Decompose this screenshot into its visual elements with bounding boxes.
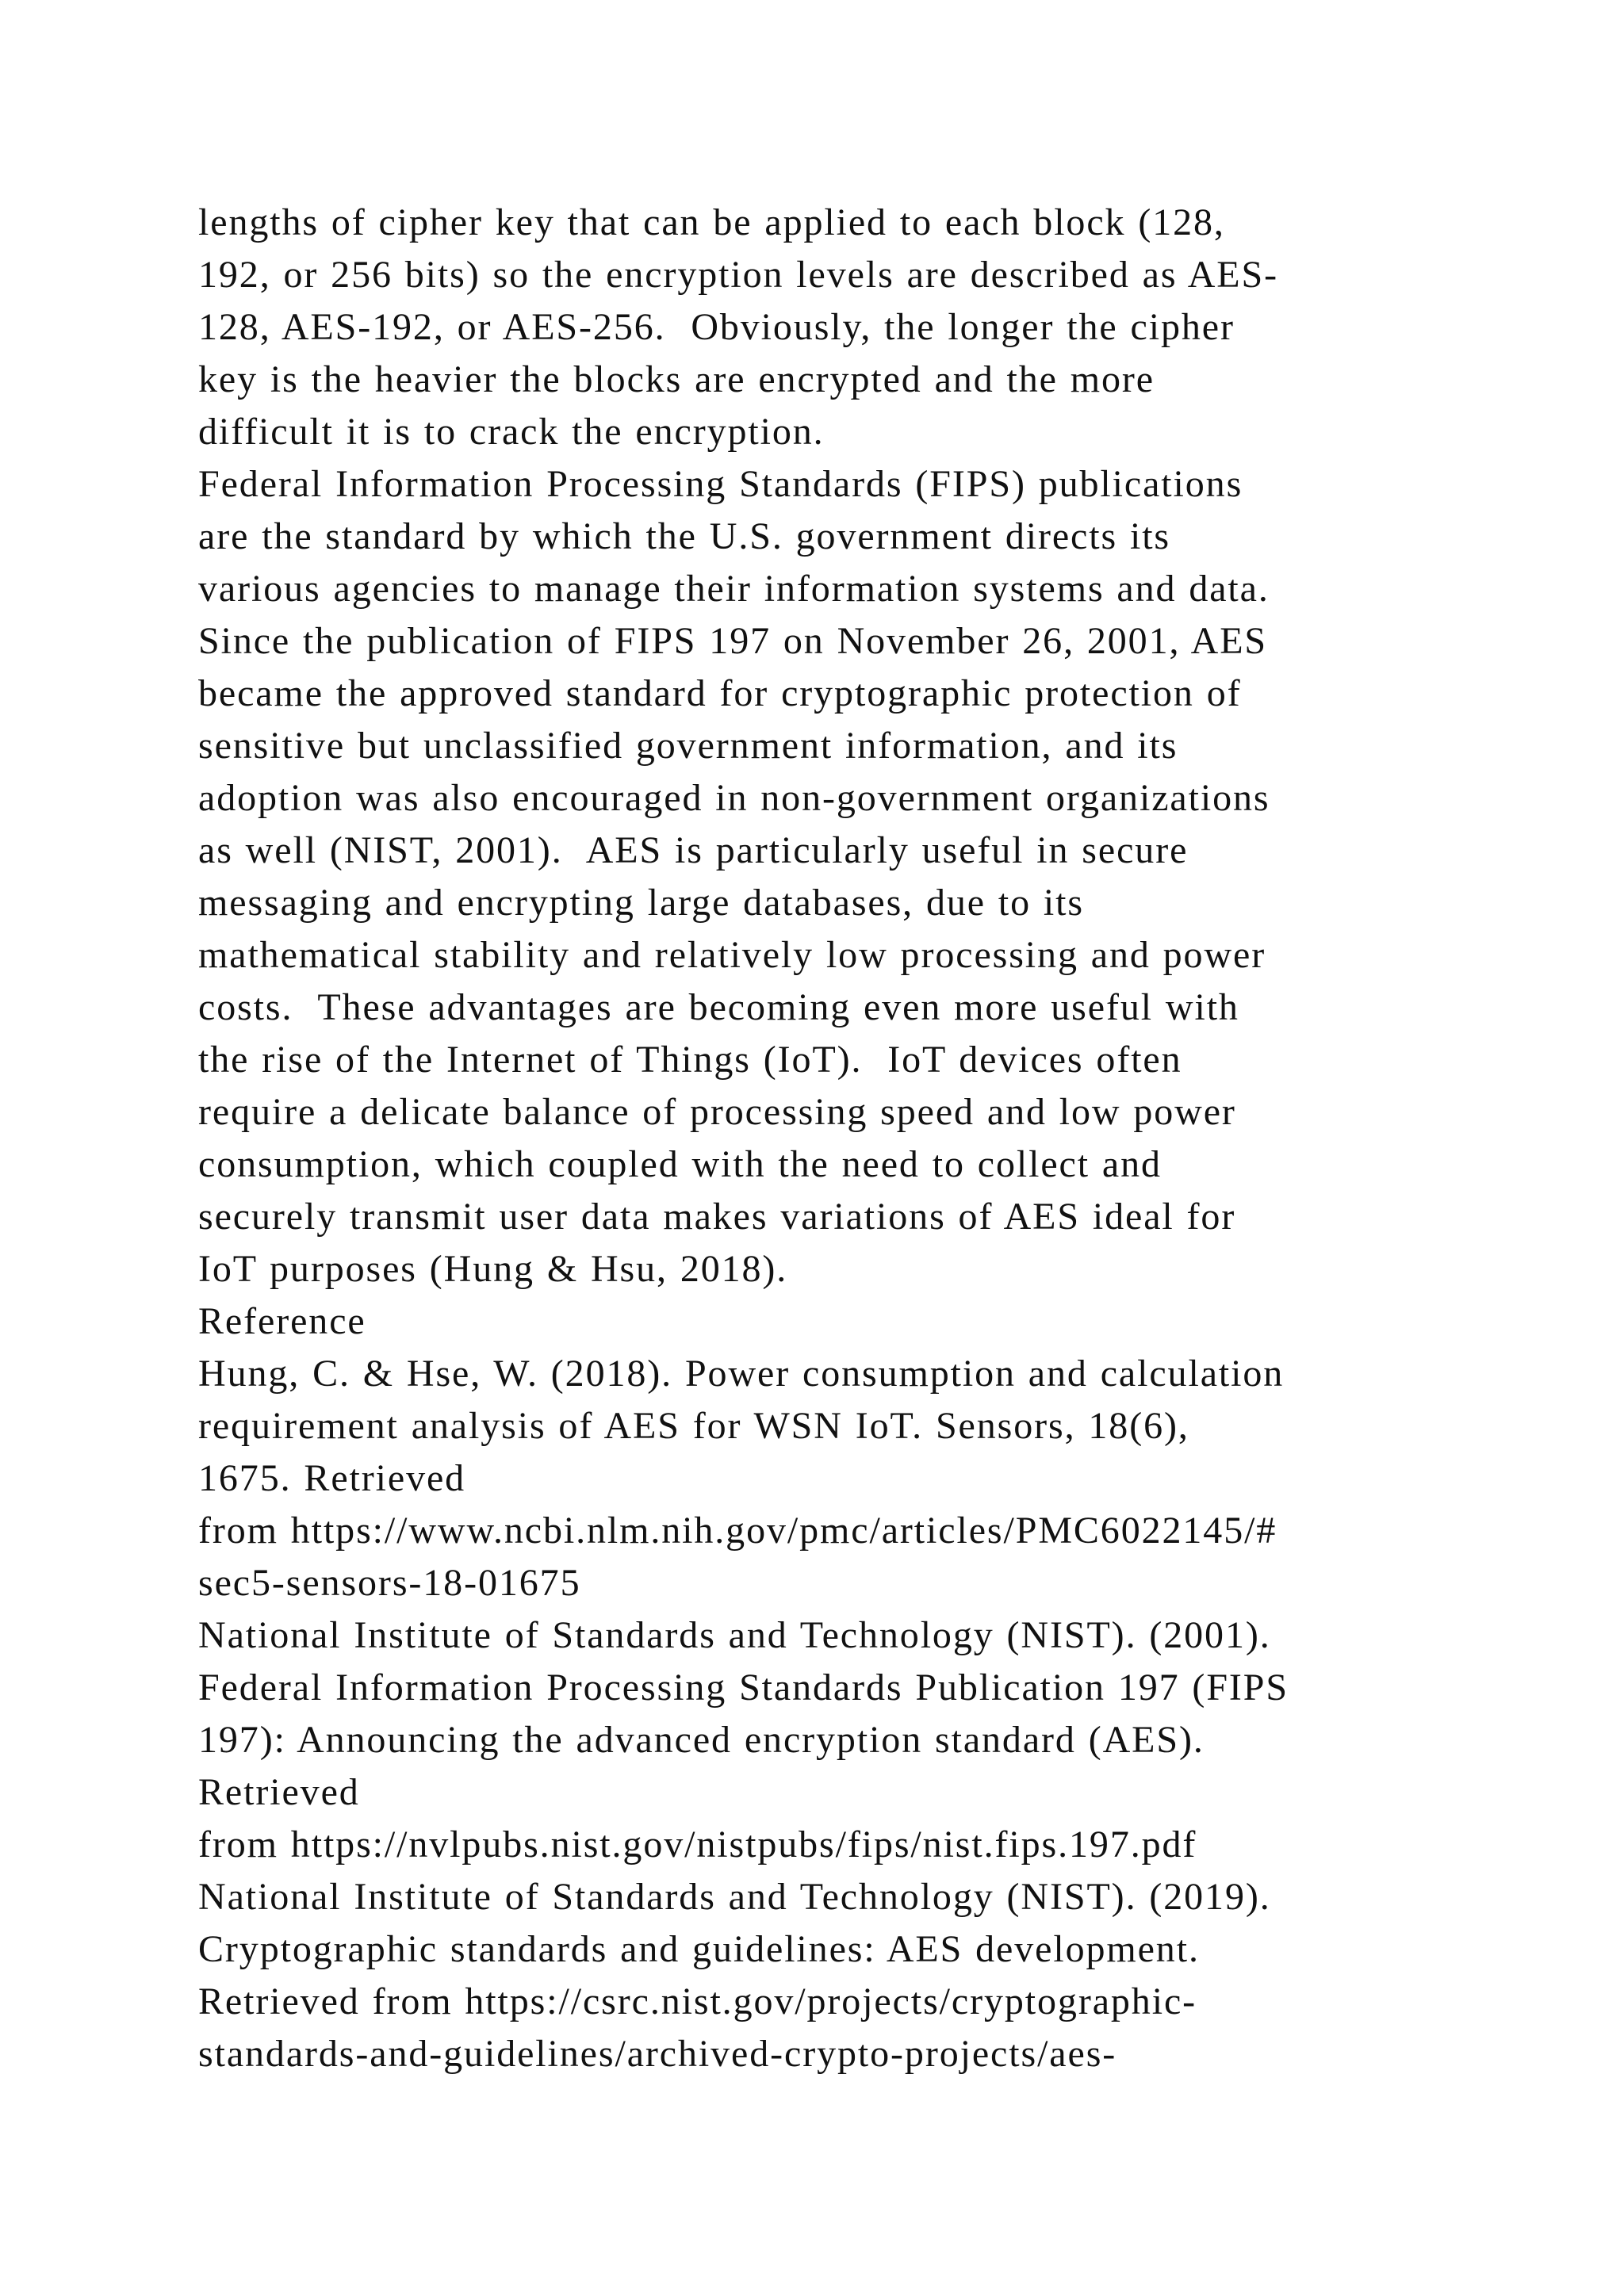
text-line: are the standard by which the U.S. government directs its (198, 515, 1171, 557)
reference-url-line: standards-and-guidelines/archived-crypto-projects/aes- (198, 2033, 1117, 2075)
text-line: require a delicate balance of processing speed and low power (198, 1091, 1236, 1133)
text-line: 192, or 256 bits) so the encryption levels are described as AES- (198, 254, 1278, 296)
reference-url-line: from https://nvlpubs.nist.gov/nistpubs/fips/nist.fips.197.pdf (198, 1823, 1197, 1866)
text-line: the rise of the Internet of Things (IoT). IoT devices often (198, 1039, 1182, 1081)
text-line: became the approved standard for cryptographic protection of (198, 672, 1242, 714)
section-heading-reference: Reference (198, 1300, 366, 1342)
text-line: securely transmit user data makes variations of AES ideal for (198, 1196, 1236, 1238)
text-line: costs. These advantages are becoming even more useful with (198, 986, 1239, 1028)
text-line: IoT purposes (Hung & Hsu, 2018). (198, 1248, 788, 1290)
text-line: as well (NIST, 2001). AES is particularly useful in secure (198, 829, 1189, 871)
reference-line: requirement analysis of AES for WSN IoT. Sensors, 18(6), (198, 1405, 1189, 1447)
reference-line: Retrieved (198, 1771, 360, 1813)
text-line: lengths of cipher key that can be applied to each block (128, (198, 201, 1225, 243)
reference-url-line: sec5-sensors-18-01675 (198, 1562, 581, 1604)
document-page (198, 197, 1515, 2080)
reference-url-line: Retrieved from https://csrc.nist.gov/projects/cryptographic- (198, 1980, 1197, 2022)
text-line: sensitive but unclassified government information, and its (198, 725, 1178, 767)
reference-line: Hung, C. & Hse, W. (2018). Power consumption and calculation (198, 1353, 1285, 1395)
text-line: various agencies to manage their information systems and data. (198, 568, 1270, 610)
text-line: Since the publication of FIPS 197 on November 26, 2001, AES (198, 620, 1268, 662)
reference-line: National Institute of Standards and Technology (NIST). (2001). (198, 1614, 1271, 1656)
reference-line: 1675. Retrieved (198, 1457, 466, 1499)
text-line: difficult it is to crack the encryption. (198, 411, 825, 453)
text-line: messaging and encrypting large databases, due to its (198, 882, 1084, 924)
reference-line: Cryptographic standards and guidelines: AES development. (198, 1928, 1200, 1970)
reference-line: Federal Information Processing Standards Publication 197 (FIPS (198, 1667, 1289, 1709)
text-line: key is the heavier the blocks are encrypted and the more (198, 358, 1155, 400)
reference-line: National Institute of Standards and Technology (NIST). (2019). (198, 1876, 1271, 1918)
reference-url-line: from https://www.ncbi.nlm.nih.gov/pmc/articles/PMC6022145/# (198, 1510, 1277, 1552)
reference-line: 197): Announcing the advanced encryption standard (AES). (198, 1719, 1205, 1761)
text-line: adoption was also encouraged in non-government organizations (198, 777, 1270, 819)
text-line: 128, AES-192, or AES-256. Obviously, the longer the cipher (198, 306, 1235, 348)
text-line: consumption, which coupled with the need to collect and (198, 1143, 1162, 1185)
text-line: Federal Information Processing Standards (FIPS) publications (198, 463, 1243, 505)
text-line: mathematical stability and relatively low processing and power (198, 934, 1266, 976)
